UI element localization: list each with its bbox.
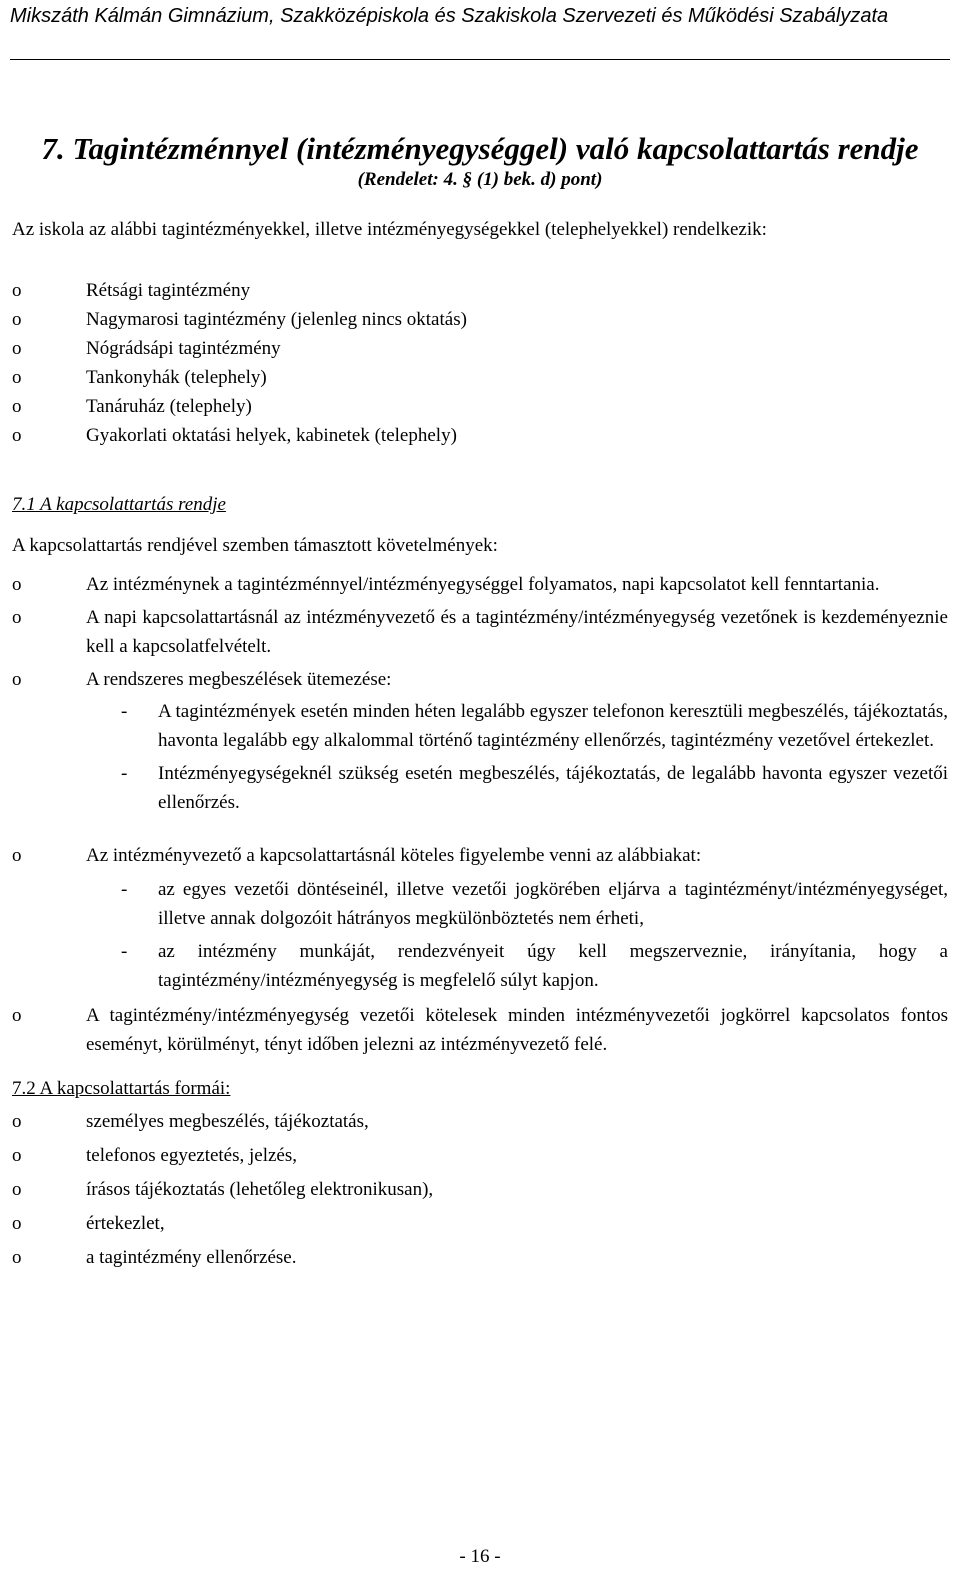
dash-marker: -: [121, 941, 128, 962]
bullet-marker: o: [12, 1145, 22, 1166]
bullet-marker: o: [12, 669, 22, 690]
consider-list: [12, 875, 948, 995]
units-list: [12, 276, 948, 450]
list-item: o A tagintézmény/intézményegység vezetői kötelesek minden intézményvezetői jogkörrel kapcsolatos fontos eseményt, körülményt, tényt időben jelezni az intézményvezető felé.: [12, 1001, 948, 1059]
page-number: - 16 -: [459, 1546, 501, 1567]
forms-list: [12, 1107, 948, 1272]
requirements-intro: A kapcsolattartás rendjével szemben támasztott követelmények:: [12, 535, 498, 556]
bullet-marker: o: [12, 396, 22, 417]
list-item: - az intézmény munkáját, rendezvényeit úgy kell megszerveznie, irányítania, hogy a tagintézmény/intézményegység is megfelelő súlyt kapjon.: [86, 937, 948, 995]
list-item: o Az intézménynek a tagintézménnyel/intézményegységgel folyamatos, napi kapcsolatot kell fenntartania.: [12, 570, 948, 599]
list-item: - Intézményegységeknél szükség esetén megbeszélés, tájékoztatás, de legalább havonta egyszer vezetői ellenőrzés.: [86, 759, 948, 817]
list-item: o értekezlet,: [12, 1209, 948, 1238]
page-header: [10, 0, 950, 60]
list-item: o a tagintézmény ellenőrzése.: [12, 1243, 948, 1272]
dash-marker: -: [121, 763, 128, 784]
bullet-marker: o: [12, 1005, 22, 1026]
bullet-marker: o: [12, 574, 22, 595]
list-item: o Rétsági tagintézmény: [12, 276, 948, 305]
section-heading-7-2: 7.2 A kapcsolattartás formái:: [12, 1078, 231, 1099]
section-heading-7-1: 7.1 A kapcsolattartás rendje: [12, 494, 226, 515]
bullet-marker: o: [12, 845, 22, 866]
list-item: o A rendszeres megbeszélések ütemezése: - A tagintézmények esetén minden héten legalább egyszer telefonon keresztüli megbeszélés, tájékoztatás, havonta legalább egy alkalommal történő tagintézmény ellenőrzés, tagintézmény vezetővel értekezlet. - Intézményegységeknél szükség esetén megbeszélés, tájékoztatás, de legalább havonta egyszer vezetői ellenőrzés.: [12, 665, 948, 817]
chapter-subtitle: (Rendelet: 4. § (1) bek. d) pont): [357, 169, 603, 190]
bullet-marker: o: [12, 280, 22, 301]
bullet-marker: o: [12, 338, 22, 359]
intro-paragraph: Az iskola az alábbi tagintézményekkel, illetve intézményegységekkel (telephelyekkel) rendelkezik:: [12, 219, 767, 240]
list-item: o személyes megbeszélés, tájékoztatás,: [12, 1107, 948, 1136]
list-item: o Nógrádsápi tagintézmény: [12, 334, 948, 363]
schedule-list: [12, 697, 948, 817]
bullet-marker: o: [12, 1179, 22, 1200]
list-item: o Gyakorlati oktatási helyek, kabinetek (telephely): [12, 421, 948, 450]
list-item: o Az intézményvezető a kapcsolattartásnál köteles figyelembe venni az alábbiakat: - az egyes vezetői döntéseinél, illetve vezetői jogkörében eljárva a tagintézményt/intézményegységet, illetve annak dolgozóit hátrányos megkülönböztetés nem érheti, - az intézmény munkáját, rendezvényeit úgy kell megszerveznie, irányítania, hogy a tagintézmény/intézményegység is megfelelő súlyt kapjon.: [12, 841, 948, 995]
bullet-marker: o: [12, 367, 22, 388]
bullet-marker: o: [12, 607, 22, 628]
list-item: o A napi kapcsolattartásnál az intézményvezető és a tagintézmény/intézményegység vezetőnek is kezdeményeznie kell a kapcsolatfelvételt.: [12, 603, 948, 661]
dash-marker: -: [121, 701, 128, 722]
dash-marker: -: [121, 879, 128, 900]
list-item: o Tanáruház (telephely): [12, 392, 948, 421]
chapter-title: 7. Tagintézménnyel (intézményegységgel) való kapcsolattartás rendje: [41, 131, 919, 166]
bullet-marker: o: [12, 1111, 22, 1132]
bullet-marker: o: [12, 309, 22, 330]
list-item: o írásos tájékoztatás (lehetőleg elektronikusan),: [12, 1175, 948, 1204]
list-item: o telefonos egyeztetés, jelzés,: [12, 1141, 948, 1170]
document-header-title: Mikszáth Kálmán Gimnázium, Szakközépiskola és Szakiskola Szervezeti és Működési Szabályzata: [10, 5, 889, 27]
bullet-marker: o: [12, 1213, 22, 1234]
list-item: - az egyes vezetői döntéseinél, illetve vezetői jogkörében eljárva a tagintézményt/intézményegységet, illetve annak dolgozóit hátrányos megkülönböztetés nem érheti,: [86, 875, 948, 933]
list-item: o Tankonyhák (telephely): [12, 363, 948, 392]
list-item: - A tagintézmények esetén minden héten legalább egyszer telefonon keresztüli megbeszélés, tájékoztatás, havonta legalább egy alkalommal történő tagintézmény ellenőrzés, tagintézmény vezetővel értekezlet.: [86, 697, 948, 755]
document-body: [12, 130, 948, 1272]
list-item: o Nagymarosi tagintézmény (jelenleg nincs oktatás): [12, 305, 948, 334]
bullet-marker: o: [12, 425, 22, 446]
bullet-marker: o: [12, 1247, 22, 1268]
requirements-list: [12, 570, 948, 1059]
